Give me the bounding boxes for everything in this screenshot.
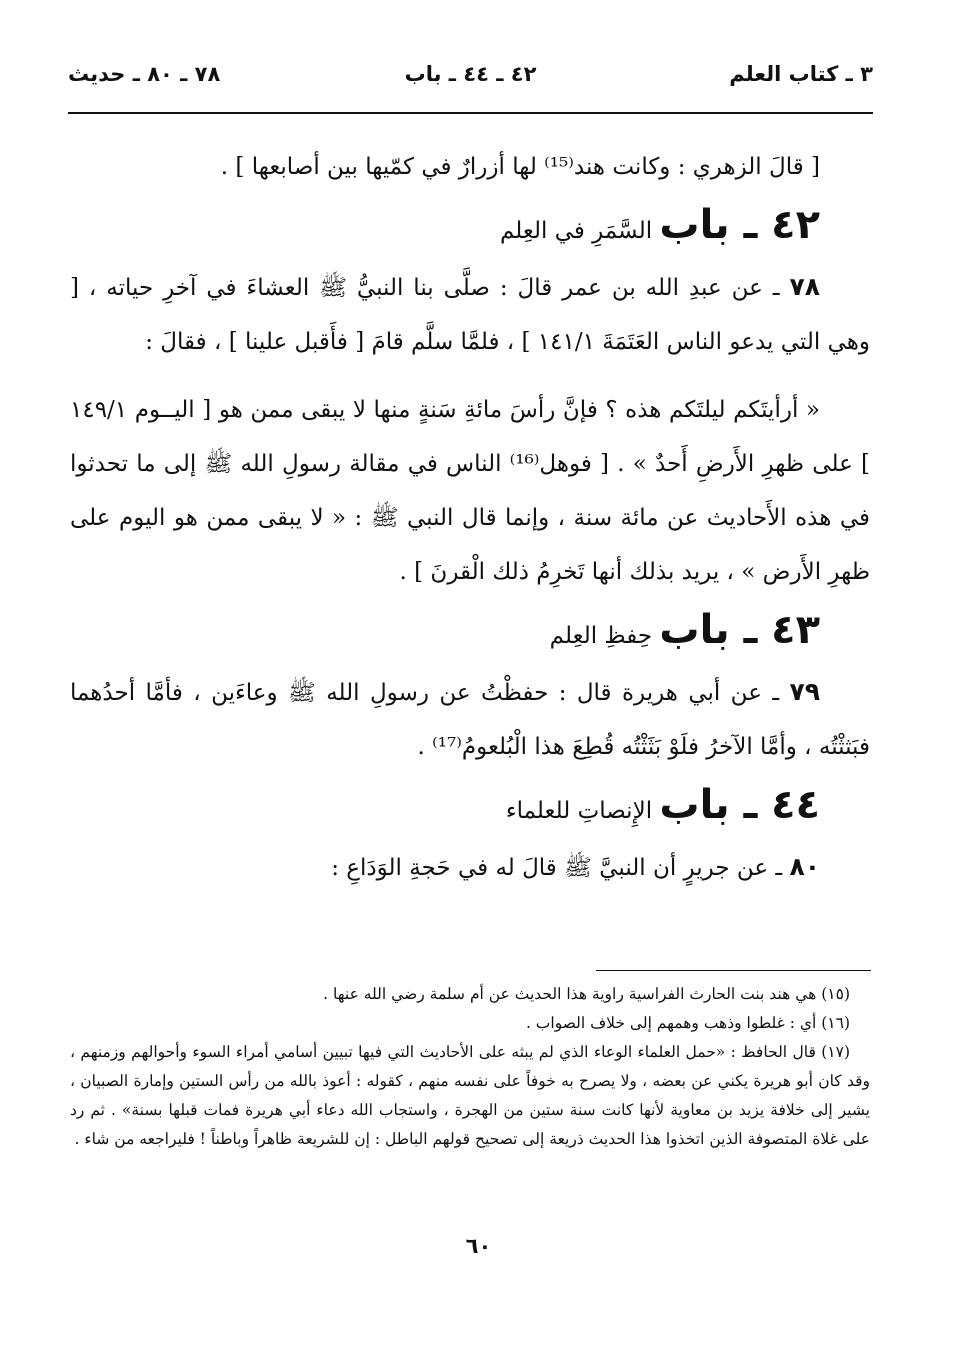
chapter-heading-44 (70, 778, 870, 838)
footnote-divider (596, 970, 871, 971)
hadith-79 (70, 665, 870, 774)
page-number: ٦٠ (465, 1234, 492, 1258)
hadith-78 (70, 260, 870, 369)
hadith-number: ٨٠ (789, 852, 820, 881)
running-header (68, 62, 873, 98)
hadith-80 (70, 840, 870, 895)
hadith-number: ٧٩ (789, 677, 820, 706)
footnote-16: (١٦) أي : غلطوا وذهب وهمهم إلى خلاف الصواب . (525, 1014, 850, 1032)
footnote-17: (١٧) قال الحافظ : «حمل العلماء الوعاء الذي لم يبثه على الأحاديث التي فيها تبيين أسامي أمراء السوء وأحوالهم وزمنهم ، وقد كان أبو هريرة يكني عن بعضه ، ولا يصرح به خوفاً على نفسه منهم ، كقوله : أعوذ بالله من رأس الستين وإمارة الصبيان ، يشير إلى خلافة يزيد بن معاوية لأنها كانت سنة ستين من الهجرة ، واستجاب الله دعاء أبي هريرة فمات قبلها بسنة» . ثم رد على غلاة المتصوفة الذين اتخذوا هذا الحديث ذريعة إلى تصحيح قولهم الباطل : إن للشريعة ظاهراً وباطناً ! فليراجعه من شاء . (70, 1043, 870, 1148)
chapter-number: ٤٢ ـ باب (659, 202, 820, 248)
chapter-number: ٤٤ ـ باب (659, 782, 820, 828)
chapter-heading-42 (70, 198, 870, 258)
hadith-78-quote: « أرأيتَكم ليلتَكم هذه ؟ فإنَّ رأسَ مائةِ سَنةٍ منها لا يبقى ممن هو [ اليــوم ١٤٩/١ ] على ظهرِ الأَرضِ أَحدٌ » . [ فوهل⁽¹⁶⁾ الناس في مقالة رسولِ الله ﷺ إلى ما تحدثوا في هذه الأَحاديث عن مائة سنة ، وإنما قال النبي ﷺ : « لا يبقى ممن هو اليوم على ظهرِ الأَرض » ، يريد بذلك أنها تَخرِمُ ذلك الْقرنَ ] . (70, 397, 870, 585)
header-chapter-range: ٤٢ ـ ٤٤ ـ باب (404, 62, 537, 86)
footnote-15: (١٥) هي هند بنت الحارث الفراسية راوية هذا الحديث عن أم سلمة رضي الله عنها . (323, 985, 850, 1003)
hadith-text: ـ عن جريرٍ أن النبيَّ ﷺ قالَ له في حَجةِ الوَدَاعِ : (331, 855, 783, 881)
header-book-title: ٣ ـ كتاب العلم (729, 62, 873, 86)
chapter-number: ٤٣ ـ باب (659, 607, 820, 653)
chapter-title: حِفظِ العِلم (549, 623, 653, 649)
hadith-number: ٧٨ (789, 272, 820, 301)
main-text (70, 140, 870, 895)
intro-line: [ قالَ الزهري : وكانت هند⁽¹⁵⁾ لها أزرارٌ في كمّيها بين أصابعها ] . (220, 154, 820, 180)
hadith-text: ـ عن عبدِ الله بن عمر قالَ : صلَّى بنا النبيُّ ﷺ العشاءَ في آخرِ حياته ، [ وهي التي يدعو الناس العَتَمَةَ ١٤١/١ ] ، فلمَّا سلَّم قامَ [ فأَقبل علينا ] ، فقالَ : (70, 275, 870, 355)
hadith-text: ـ عن أبي هريرة قال : حفظْتُ عن رسولِ الله ﷺ وعاءَين ، فأمَّا أحدُهما فبَثثْتُه ، وأمَّا الآخرُ فلَوْ بَثَثْتُه قُطِعَ هذا الْبُلعومُ⁽¹⁷⁾ . (70, 680, 870, 760)
footnotes (70, 980, 870, 1154)
chapter-title: الإِنصاتِ للعلماء (505, 798, 653, 824)
chapter-heading-43 (70, 603, 870, 663)
header-hadith-range: ٧٨ ـ ٨٠ ـ حديث (68, 62, 221, 86)
chapter-title: السَّمَرِ في العِلم (499, 218, 653, 244)
header-divider (68, 112, 873, 114)
